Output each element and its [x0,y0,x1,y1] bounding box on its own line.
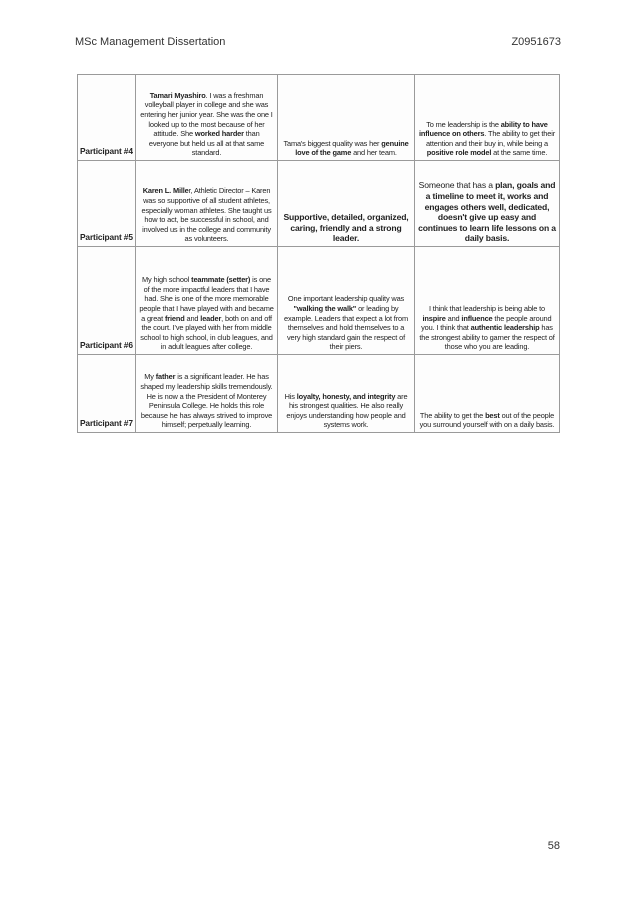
bold-text: loyalty, honesty, and integrity [296,391,396,401]
running-header-id: Z0951673 [511,36,561,48]
table-row [78,355,560,433]
text-segment: To me leadership is the [426,119,501,129]
bold-text: worked harder [194,129,244,139]
leadership-definition-cell [415,75,560,161]
bold-text: inspire [422,313,446,323]
text-segment: or leading by example. Leaders that expect a lot from themselves and hold themselves to a very high standard gain the respect of their piers. [284,304,408,352]
bold-text: best [485,410,500,420]
text-segment: r, Athletic Director – Karen was so supportive of all student athletes, especially woman athletes. She taught us how to act, be successful in school, and involved us in the college and community as volunteers. [141,186,272,244]
bold-text: plan, goals and a timeline to meet it, works and engages others well, dedicated, doesn't give up easy and continues to learn life lessons on a daily basis. [418,180,556,244]
participants-table [77,74,560,433]
leadership-definition-cell [415,161,560,247]
table-row [78,247,560,355]
bold-text: friend [164,313,185,323]
text-segment: The ability to get the [419,410,486,420]
leader-quality-cell [278,355,415,433]
text-segment: , both on and off the court. I've played with her from middle school to high school, in club leagues, and in adult leagues after college. [140,313,273,352]
table-row [78,161,560,247]
text-segment: the people around you. I think that [421,313,552,333]
bold-text: Karen L. Mille [142,186,189,196]
text-segment: are his strongest qualities. He also really enjoys understanding how people and systems work. [286,391,408,430]
participant-label: Participant #5 [78,161,136,247]
text-segment: My high school [142,275,192,285]
leader-quality-cell [278,247,415,355]
bold-text: authentic leadership [470,323,540,333]
leader-description-cell [136,161,278,247]
bold-text: Supportive, detailed, organized, caring, friendly and a strong leader. [283,212,409,244]
bold-text: ability to have influence on others [418,119,548,139]
bold-text: father [155,372,176,382]
leadership-definition-cell [415,247,560,355]
table-row [78,75,560,161]
page-number: 58 [547,840,560,852]
text-segment: is a significant leader. He has shaped my leadership skills tremendously. He is now a the President of Monterey Peninsula College. He holds this role because he has always strived to improve himself; perpetually learning. [140,372,273,430]
text-segment: Someone that has a [418,180,496,191]
leader-description-cell [136,247,278,355]
leader-quality-cell [278,75,415,161]
text-segment: than everyone but held us all at that same standard. [148,129,265,158]
text-segment: has the strongest ability to garner the respect of those who you are leading. [419,323,555,352]
leader-description-cell [136,355,278,433]
bold-text: positive role model [426,148,492,158]
text-segment: One important leadership quality was [287,294,405,304]
running-header-title: MSc Management Dissertation [75,36,226,48]
bold-text: influence [461,313,493,323]
text-segment: My [144,372,156,382]
bold-text: leader [200,313,222,323]
leader-description-cell [136,75,278,161]
text-segment: and her team. [351,148,397,158]
text-segment: I think that leadership is being able to [428,304,546,314]
text-segment: and [445,313,462,323]
text-segment: at the same time. [491,148,548,158]
participant-label: Participant #4 [78,75,136,161]
text-segment: Tama's biggest quality was her [283,138,382,148]
bold-text: genuine love of the game [295,138,409,158]
bold-text: Tamari Myashiro [149,90,206,100]
text-segment: out of the people you surround yourself with on a daily basis. [419,410,555,430]
text-segment: is one of the more impactful leaders that I have had. She is one of the more memorable people that I have played with and became a great [139,275,274,323]
bold-text: teammate (setter) [191,275,251,285]
text-segment: and [184,313,201,323]
text-segment: . I was a freshman volleyball player in college and she was entering her junior year. She was the one I looked up to the most because of her attitude. She [140,90,273,139]
participant-label: Participant #6 [78,247,136,355]
text-segment: . The ability to get their attention and their buy in, while being a [425,129,556,148]
participant-label: Participant #7 [78,355,136,433]
text-segment: His [284,391,297,401]
leader-quality-cell [278,161,415,247]
leadership-definition-cell [415,355,560,433]
bold-text: "walking the walk" [293,304,357,314]
